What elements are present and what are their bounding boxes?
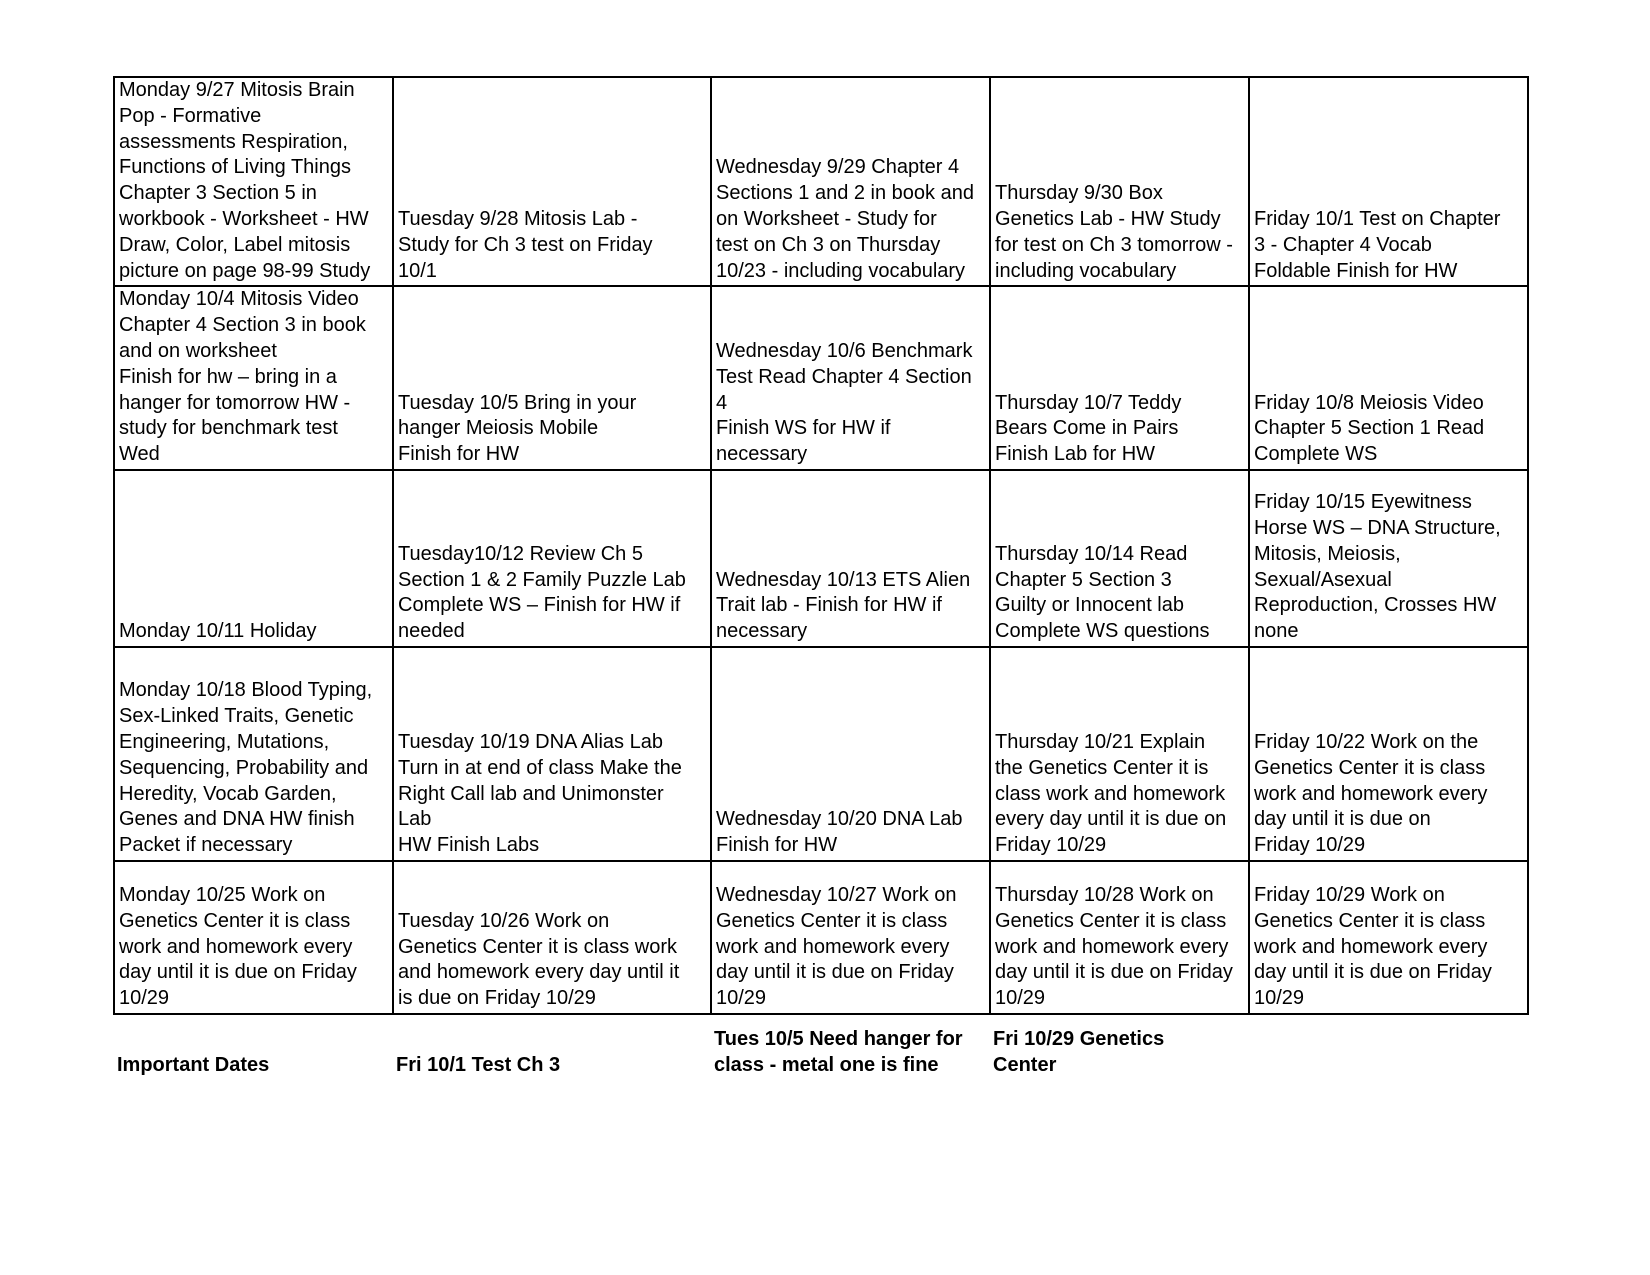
important-dates-row [113,1018,1527,1078]
schedule-cell: Monday 10/18 Blood Typing, Sex-Linked Traits, Genetic Engineering, Mutations, Sequencing, Probability and Heredity, Vocab Garden, Genes and DNA HW finish Packet if necessary [114,647,393,861]
schedule-cell: Friday 10/1 Test on Chapter 3 - Chapter 4 Vocab Foldable Finish for HW [1249,77,1528,286]
schedule-cell: Thursday 10/14 Read Chapter 5 Section 3 Guilty or Innocent lab Complete WS questions [990,470,1249,647]
week-row-4 [114,647,1528,861]
week-row-3 [114,470,1528,647]
important-date-item: Tues 10/5 Need hanger for class - metal one is fine [714,1028,963,1076]
week-row-5 [114,861,1528,1014]
schedule-cell: Wednesday 10/27 Work on Genetics Center it is class work and homework every day until it is due on Friday 10/29 [711,861,990,1014]
important-dates-label: Important Dates [117,1054,270,1076]
schedule-cell: Thursday 10/28 Work on Genetics Center it is class work and homework every day until it is due on Friday 10/29 [990,861,1249,1014]
weekly-schedule-table [113,76,1529,1015]
schedule-cell: Tuesday 10/19 DNA Alias Lab Turn in at end of class Make the Right Call lab and Unimonster Lab HW Finish Labs [393,647,711,861]
schedule-cell: Tuesday 10/5 Bring in your hanger Meiosis Mobile Finish for HW [393,286,711,470]
schedule-cell: Tuesday10/12 Review Ch 5 Section 1 & 2 Family Puzzle Lab Complete WS – Finish for HW if needed [393,470,711,647]
schedule-cell: Friday 10/8 Meiosis Video Chapter 5 Section 1 Read Complete WS [1249,286,1528,470]
schedule-cell: Thursday 9/30 Box Genetics Lab - HW Study for test on Ch 3 tomorrow - including vocabulary [990,77,1249,286]
schedule-cell: Monday 10/25 Work on Genetics Center it is class work and homework every day until it is due on Friday 10/29 [114,861,393,1014]
schedule-cell: Wednesday 9/29 Chapter 4 Sections 1 and 2 in book and on Worksheet - Study for test on Ch 3 on Thursday 10/23 - including vocabulary [711,77,990,286]
important-date-item: Fri 10/29 Genetics Center [993,1028,1165,1076]
schedule-cell: Friday 10/22 Work on the Genetics Center it is class work and homework every day until it is due on Friday 10/29 [1249,647,1528,861]
schedule-cell: Thursday 10/21 Explain the Genetics Center it is class work and homework every day until it is due on Friday 10/29 [990,647,1249,861]
important-date-item [1248,1018,1527,1078]
schedule-cell: Monday 9/27 Mitosis Brain Pop - Formative assessments Respiration, Functions of Living Things Chapter 3 Section 5 in workbook - Worksheet - HW Draw, Color, Label mitosis picture on page 98-99 Study [114,77,393,286]
schedule-cell: Monday 10/4 Mitosis Video Chapter 4 Section 3 in book and on worksheet Finish for hw – bring in a hanger for tomorrow HW - study for benchmark test Wed [114,286,393,470]
schedule-cell: Friday 10/15 Eyewitness Horse WS – DNA Structure, Mitosis, Meiosis, Sexual/Asexual Reproduction, Crosses HW none [1249,470,1528,647]
schedule-cell: Wednesday 10/6 Benchmark Test Read Chapter 4 Section 4 Finish WS for HW if necessary [711,286,990,470]
schedule-cell: Tuesday 9/28 Mitosis Lab - Study for Ch 3 test on Friday 10/1 [393,77,711,286]
schedule-cell: Thursday 10/7 Teddy Bears Come in Pairs Finish Lab for HW [990,286,1249,470]
schedule-cell: Friday 10/29 Work on Genetics Center it is class work and homework every day until it is due on Friday 10/29 [1249,861,1528,1014]
week-row-1 [114,77,1528,286]
schedule-cell: Wednesday 10/20 DNA Lab Finish for HW [711,647,990,861]
important-date-item: Fri 10/1 Test Ch 3 [396,1054,561,1076]
schedule-cell: Tuesday 10/26 Work on Genetics Center it is class work and homework every day until it is due on Friday 10/29 [393,861,711,1014]
schedule-cell: Wednesday 10/13 ETS Alien Trait lab - Finish for HW if necessary [711,470,990,647]
schedule-cell: Monday 10/11 Holiday [114,470,393,647]
week-row-2 [114,286,1528,470]
